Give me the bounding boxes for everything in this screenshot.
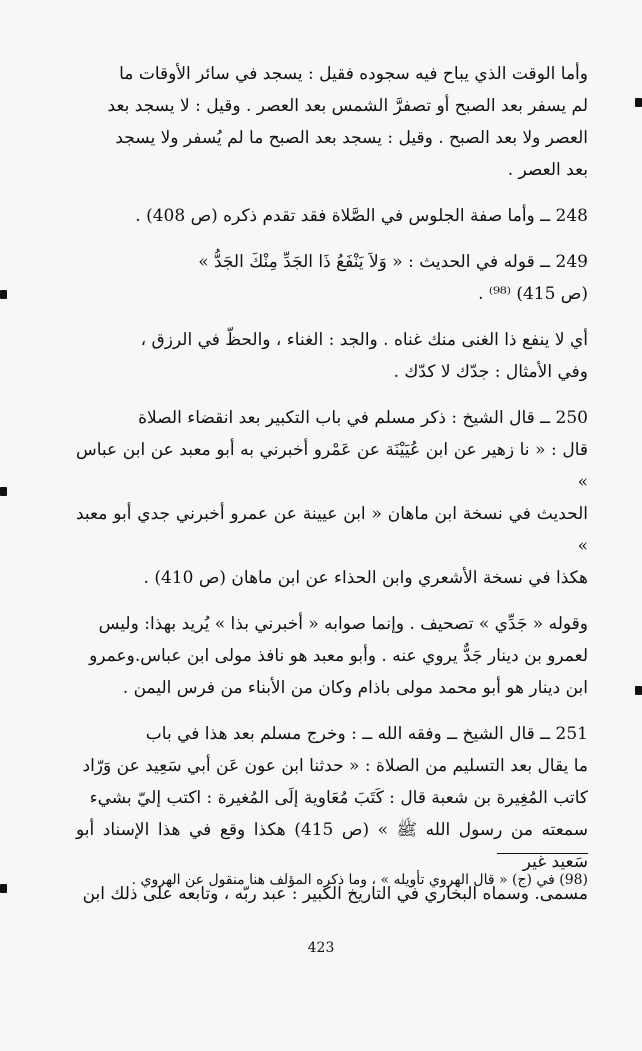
paragraph-prostration-times — [76, 58, 588, 186]
text-line: 248 ــ وأما صفة الجلوس في الصَّلاة فقد تقدم ذكره (ص 408) . — [135, 206, 588, 226]
text-line: بعد العصر . — [507, 160, 588, 180]
scan-mark-icon — [0, 290, 7, 299]
main-text — [76, 58, 588, 924]
text-line: سمعته من رسول الله ﷺ » (ص 415) هكذا وقع في هذا الإسناد أبو سَعيد غير — [76, 820, 589, 872]
text-line: لعمرو بن دينار جَدٌّ يروي عنه . وأبو معبد هو نافذ مولى ابن عباس.وعمرو — [89, 646, 588, 666]
text-line: أي لا ينفع ذا الغنى منك غناه . والجد : الغناء ، والحظّ في الرزق ، — [140, 330, 588, 350]
paragraph-jadd-meaning — [76, 324, 588, 388]
text-line: الحديث في نسخة ابن ماهان « ابن عيينة عن عمرو أخبرني جدي أبو معبد » — [76, 504, 588, 556]
paragraph-249 — [76, 246, 588, 310]
text-line: قال : « نا زهير عن ابن عُيَيْنَة عن عَمْرو أخبرني به أبو معبد عن ابن عباس » — [76, 440, 588, 492]
scan-mark-icon — [0, 884, 7, 893]
scan-mark-icon — [0, 487, 7, 496]
page-number: 423 — [307, 940, 335, 956]
paragraph-tashif — [76, 608, 588, 704]
footnote: (98) في (ج) « قال الهروي تأويله » ، وما ذكره المؤلف هنا منقول عن الهروي . — [131, 872, 588, 888]
scan-mark-icon — [635, 686, 642, 695]
text-line: العصر ولا بعد الصبح . وقيل : يسجد بعد الصبح ما لم يُسفر ولا يسجد — [115, 128, 588, 148]
text-line: لم يسفر بعد الصبح أو تصفرَّ الشمس بعد العصر . وقيل : لا يسجد بعد — [107, 96, 588, 116]
text-line: وأما الوقت الذي يباح فيه سجوده فقيل : يسجد في سائر الأوقات ما — [119, 64, 588, 84]
text-line: ما يقال بعد التسليم من الصلاة : « حدثنا ابن عون عَن أبي سَعِيد عن وَرّاد — [82, 756, 588, 776]
text-line: ابن دينار هو أبو محمد مولى باذام وكان من الأبناء من فرس اليمن . — [122, 678, 588, 698]
text-line: (ص 415) ⁽⁹⁸⁾ . — [478, 284, 588, 304]
text-line: كاتب المُغِيرة بن شعبة قال : كَتَبَ مُعَاوية إلَى المُغيرة : اكتب إليّ بشيء — [89, 788, 588, 808]
paragraph-248 — [76, 200, 588, 232]
paragraph-250 — [76, 402, 588, 594]
text-line: 250 ــ قال الشيخ : ذكر مسلم في باب التكبير بعد انقضاء الصلاة — [138, 408, 588, 428]
text-line: 251 ــ قال الشيخ ــ وفقه الله ــ : وخرج مسلم بعد هذا في باب — [145, 724, 588, 744]
text-line: 249 ــ قوله في الحديث : « وَلاَ يَنْفَعُ ذَا الجَدِّ مِنْكَ الجَدُّ » — [198, 252, 588, 272]
text-line: هكذا في نسخة الأشعري وابن الحذاء عن ابن ماهان (ص 410) . — [143, 568, 588, 588]
text-line: مسمى. وسماه البخاري في التاريخ الكبير : عبد ربّه ، وتابعه على ذلك ابن — [82, 884, 588, 904]
text-line: وفي الأمثال : جدّك لا كدّك . — [393, 362, 588, 382]
text-line: وقوله « جَدِّي » تصحيف . وإنما صوابه « أخبرني بذا » يُريد بهذا: وليس — [98, 614, 588, 634]
footnote-divider — [497, 853, 588, 854]
scan-mark-icon — [635, 98, 642, 107]
